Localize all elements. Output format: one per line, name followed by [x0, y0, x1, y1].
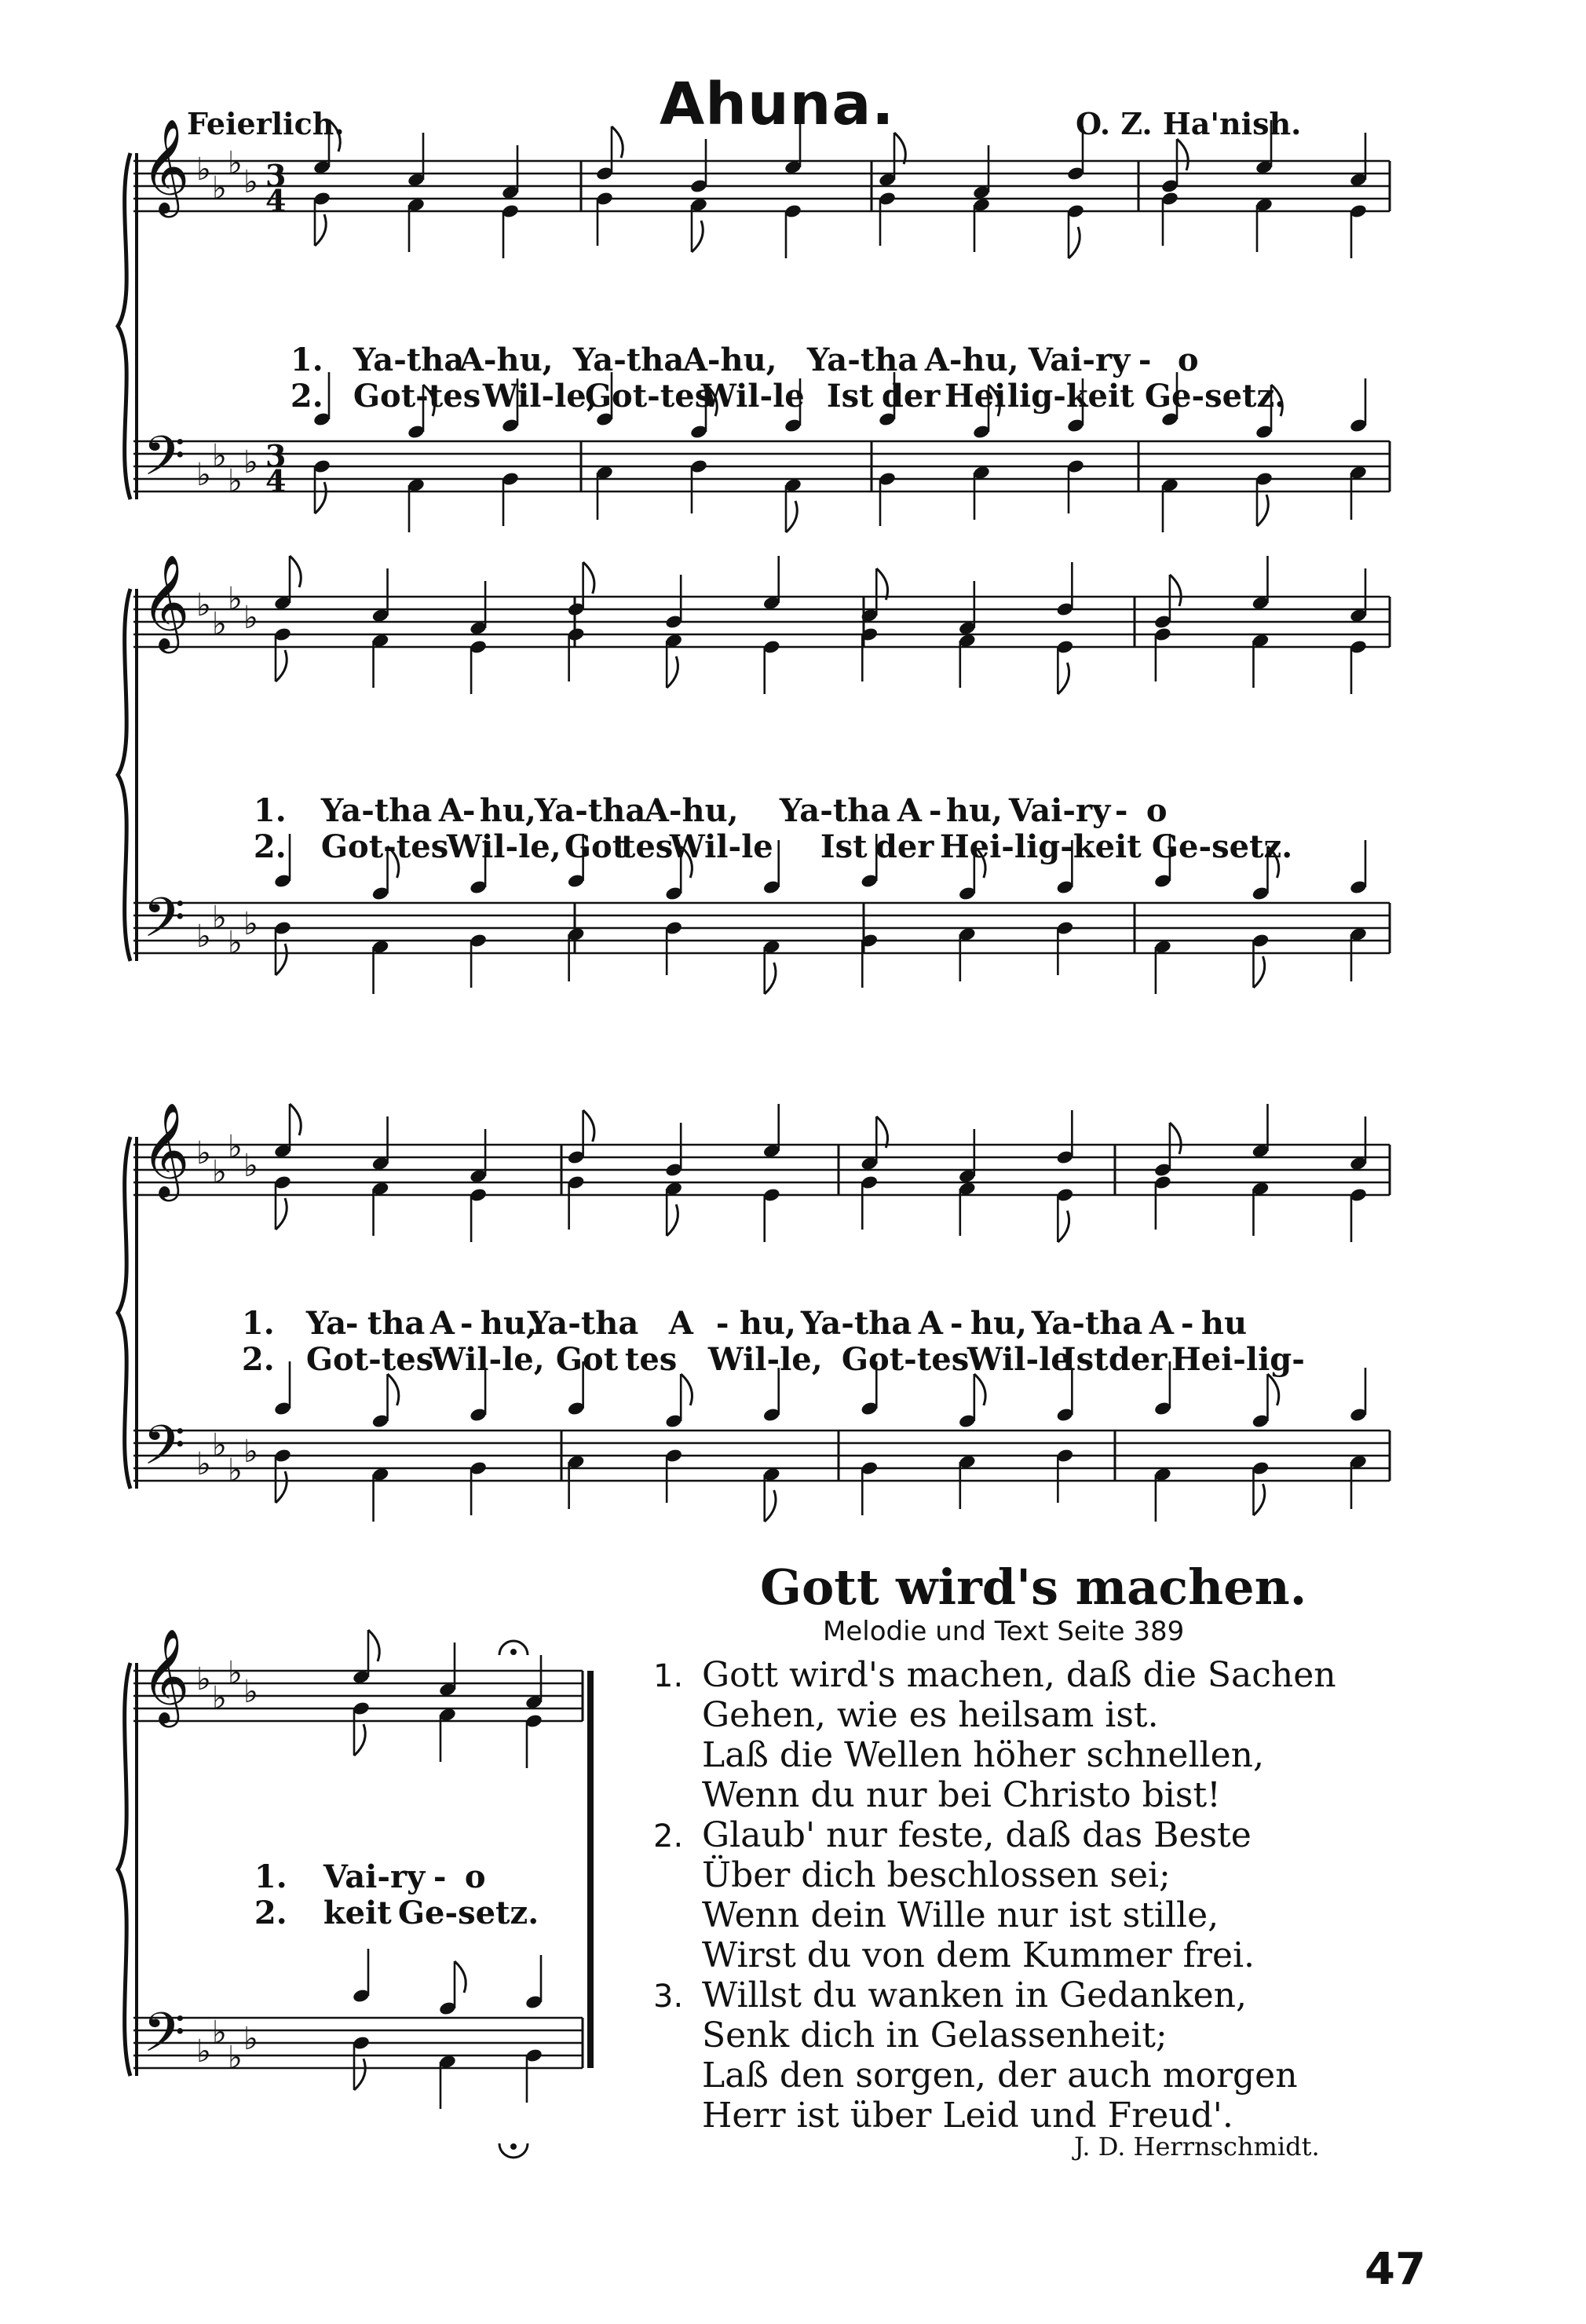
composer: O. Z. Ha'nish. [1076, 106, 1302, 141]
note-flag [1170, 1123, 1181, 1154]
flat-sign-icon: ♭ [212, 170, 227, 206]
note-flag [667, 1204, 678, 1236]
verse-number: 1. [241, 1305, 275, 1342]
flat-sign-icon: ♭ [228, 1655, 243, 1691]
note-flag [455, 1961, 466, 1993]
flat-sign-icon: ♭ [196, 1135, 211, 1171]
note-flag [786, 501, 797, 532]
flat-sign-icon: ♭ [243, 164, 258, 200]
hymn-subtitle: Melodie und Text Seite 389 [823, 1616, 1185, 1647]
lyrics-system2-verse2: 2. Got-tesWil-le, GottesWil-le Ist der Hei-lig-keit Ge-setz. [253, 828, 1293, 865]
note-flag [1170, 575, 1181, 606]
flat-sign-icon: ♭ [243, 600, 258, 636]
note-flag [765, 963, 776, 994]
note-flag [876, 568, 887, 600]
note-flag [329, 120, 340, 152]
lyrics-system3-verse1: 1. Ya- tha A - hu,Ya-tha A - hu, Ya-tha A - hu, Ya-tha A - hu [241, 1305, 1248, 1342]
note-flag [583, 562, 594, 594]
fermata-dot [510, 1649, 517, 1655]
lyrics-system4-verse1: 1. Vai-ry - o [254, 1858, 486, 1895]
note-flag [1267, 1374, 1278, 1405]
flat-sign-icon: ♭ [196, 1661, 211, 1697]
flat-sign-icon: ♭ [228, 463, 243, 499]
flat-sign-icon: ♭ [212, 1427, 227, 1463]
note-flag [765, 1490, 776, 1522]
flat-sign-icon: ♭ [212, 1154, 227, 1190]
brace [118, 1137, 130, 1489]
note-flag [276, 1471, 287, 1503]
time-signature-top: 3 [265, 158, 287, 193]
treble-clef-icon: 𝄞 [141, 1102, 190, 1197]
note-flag [368, 1630, 379, 1661]
hymn-title: Gott wird's machen. [760, 1558, 1307, 1616]
page-number: 47 [1365, 2244, 1426, 2295]
note-flag [290, 556, 301, 587]
note-flag [1253, 1484, 1264, 1515]
verse-number: 1. [290, 342, 323, 378]
flat-sign-icon: ♭ [196, 587, 211, 623]
note-flag [1257, 495, 1268, 526]
bass-clef-icon: 𝄢 [143, 886, 186, 963]
flat-sign-icon: ♭ [196, 919, 211, 955]
verse-2: 2. Glaub' nur feste, daß das Beste Über dich beschlossen sei; Wenn dein Wille nur ist stille, Wirst du von dem Kummer frei. [653, 1815, 1255, 1975]
treble-clef-icon: 𝄞 [141, 554, 190, 649]
flat-sign-icon: ♭ [228, 1452, 243, 1489]
note-flag [1058, 663, 1069, 694]
lyrics-system1-verse2: 2. Got-tesWil-le,Got-tesWil-le Ist der Heilig-keit Ge-setz. [290, 378, 1286, 415]
note-flag [974, 1374, 985, 1405]
lyrics-system2-verse1: 1. Ya-tha A- hu,Ya-thaA-hu, Ya-tha A - hu, Vai-ry - o [253, 792, 1168, 829]
time-signature-bottom: 4 [265, 463, 287, 499]
flat-sign-icon: ♭ [212, 606, 227, 642]
lyrics-system4-verse2: 2. keit Ge-setz. [254, 1895, 539, 1931]
note-flag [276, 650, 287, 681]
flat-sign-icon: ♭ [243, 1434, 258, 1470]
flat-sign-icon: ♭ [212, 900, 227, 936]
verse-3: 3. Willst du wanken in Gedanken, Senk dich in Gelassenheit; Laß den sorgen, der auch morgen Herr ist über Leid und Freud'. [653, 1975, 1298, 2136]
flat-sign-icon: ♭ [243, 1148, 258, 1184]
note-flag [276, 1198, 287, 1230]
verse-number: 1. [254, 1858, 287, 1895]
hymn-author: J. D. Herrnschmidt. [1074, 2132, 1320, 2161]
hymn-verses [653, 1655, 1336, 2136]
flat-sign-icon: ♭ [228, 581, 243, 617]
bass-clef-icon: 𝄢 [143, 1413, 186, 1490]
verse-number: 1. [253, 792, 287, 829]
time-signature-bottom: 4 [265, 183, 287, 218]
note-flag [388, 1374, 399, 1405]
flat-sign-icon: ♭ [243, 906, 258, 942]
treble-clef-icon: 𝄞 [141, 1628, 190, 1723]
flat-sign-icon: ♭ [228, 925, 243, 961]
flat-sign-icon: ♭ [212, 2015, 227, 2051]
lyrics-system3-verse2: 2. Got-tesWil-le, Got tes Wil-le, Got-tesWil-leIstder Hei-lig- [241, 1341, 1305, 1378]
note-flag [315, 482, 326, 513]
flat-sign-icon: ♭ [196, 2034, 211, 2070]
flat-sign-icon: ♭ [212, 1680, 227, 1716]
lyrics-system1-verse1: 1. Ya-thaA-hu, Ya-thaA-hu, Ya-tha A-hu, Vai-ry - o [290, 342, 1199, 378]
note-flag [894, 133, 905, 164]
verse-number: 2. [253, 828, 287, 865]
note-flag [290, 1104, 301, 1135]
flat-sign-icon: ♭ [228, 1129, 243, 1165]
note-flag [692, 221, 703, 252]
note-flag [681, 1374, 692, 1405]
note-flag [354, 1724, 365, 1756]
brace [118, 153, 130, 499]
note-flag [1253, 956, 1264, 988]
bass-clef-icon: 𝄢 [143, 2001, 186, 2077]
note-flag [1058, 1211, 1069, 1242]
time-signature-top: 3 [265, 438, 287, 473]
note-flag [1069, 227, 1080, 258]
treble-clef-icon: 𝄞 [141, 118, 190, 214]
flat-sign-icon: ♭ [243, 1674, 258, 1710]
note-flag [583, 1110, 594, 1142]
flat-sign-icon: ♭ [196, 457, 211, 493]
verse-number: 2. [254, 1895, 287, 1931]
note-flag [1177, 139, 1188, 170]
note-flag [876, 1116, 887, 1148]
flat-sign-icon: ♭ [228, 145, 243, 181]
verse-number: 2. [290, 378, 323, 415]
flat-sign-icon: ♭ [228, 2040, 243, 2076]
note-flag [315, 214, 326, 246]
flat-sign-icon: ♭ [196, 152, 211, 188]
note-flag [612, 126, 623, 158]
verse-1: 1. Gott wird's machen, daß die Sachen Gehen, wie es heilsam ist. Laß die Wellen höher schnellen, Wenn du nur bei Christo bist! [653, 1655, 1336, 1815]
song-title: Ahuna. [660, 71, 895, 138]
verse-number: 2. [241, 1341, 275, 1378]
brace [118, 589, 130, 961]
brace [118, 1663, 130, 2076]
fermata-dot [510, 2143, 517, 2150]
note-flag [667, 656, 678, 688]
flat-sign-icon: ♭ [196, 1446, 211, 1482]
flat-sign-icon: ♭ [212, 438, 227, 474]
flat-sign-icon: ♭ [243, 2021, 258, 2057]
note-flag [354, 2059, 365, 2090]
flat-sign-icon: ♭ [243, 444, 258, 481]
bass-clef-icon: 𝄢 [143, 424, 186, 501]
tempo-marking: Feierlich. [187, 106, 345, 141]
note-flag [276, 944, 287, 975]
